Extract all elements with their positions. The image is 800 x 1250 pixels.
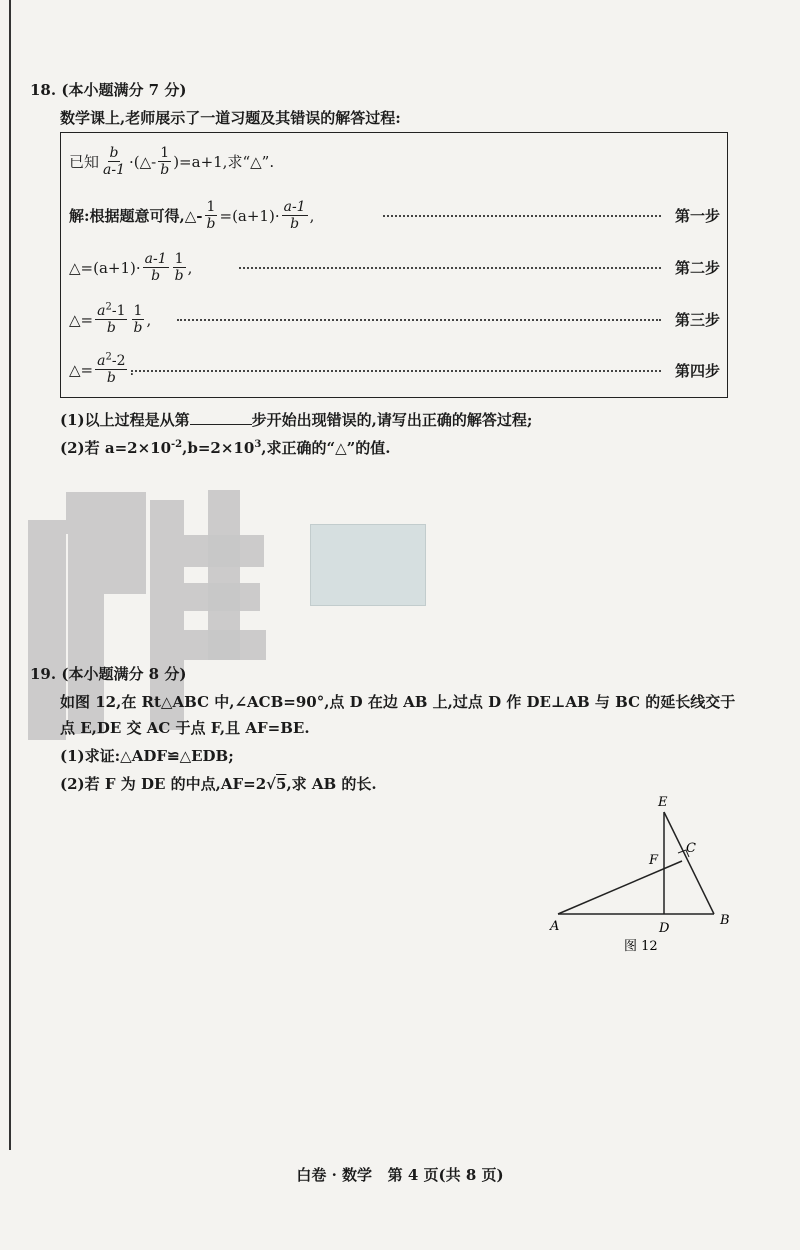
- label-A: A: [550, 919, 560, 934]
- step4-prefix: △=: [69, 360, 94, 379]
- step4-label: 第四步: [675, 362, 721, 380]
- given-tail: )=a+1,求“△”.: [173, 153, 275, 171]
- label-B: B: [720, 913, 730, 928]
- step4-leader-dots: [131, 370, 661, 372]
- step1-leader-dots: [383, 215, 661, 217]
- q18-header: [30, 80, 186, 100]
- given-fraction-2: $\frac{1}{b}$: [160, 145, 170, 178]
- step1-prefix: 解:根据题意可得,△-: [69, 207, 203, 225]
- step2-fraction-1: $\frac{a-1}{b}$: [144, 251, 167, 284]
- q18-step4-line: [69, 353, 134, 386]
- step2-tail: ,: [187, 258, 193, 277]
- label-D: D: [659, 921, 670, 936]
- q18-points: (本小题满分 7 分): [61, 81, 187, 99]
- q19-line1: 如图 12,在 Rt△ABC 中,∠ACB=90°,点 D 在边 AB 上,过点 D 作 DE⊥AB 与 BC 的延长线交于: [60, 693, 736, 711]
- step2-fraction-2: $\frac{1}{b}$: [174, 251, 184, 284]
- q18-intro: 数学课上,老师展示了一道习题及其错误的解答过程:: [60, 109, 401, 127]
- step4-tail: .: [129, 360, 135, 379]
- q18-given-line: [69, 145, 274, 178]
- step4-fraction-1: $\frac{a^2-2}{b}$: [97, 351, 126, 386]
- page-margin-line: [9, 0, 11, 1150]
- q19-part2: (2)若 F 为 DE 的中点,AF=2√5,求 AB 的长.: [60, 775, 377, 793]
- q18-part1: (1)以上过程是从第 步开始出现错误的,请写出正确的解答过程;: [60, 411, 533, 429]
- label-C: C: [686, 841, 696, 856]
- q19-number: 19.: [30, 665, 57, 683]
- given-mid: ·(△-: [129, 152, 157, 171]
- q19-header: [30, 664, 186, 684]
- step3-prefix: △=: [69, 310, 94, 329]
- step1-mid: =(a+1)·: [219, 206, 280, 225]
- label-F: F: [649, 853, 659, 868]
- label-E: E: [658, 795, 668, 810]
- step1-tail: ,: [309, 206, 315, 225]
- given-prefix: 已知: [69, 153, 100, 171]
- q18-solution-box: [60, 132, 728, 398]
- q18-step2-line: [69, 251, 192, 284]
- figure-12: [540, 790, 740, 960]
- step3-tail: ,: [146, 310, 152, 329]
- step2-label: 第二步: [675, 259, 721, 277]
- q19-part1: (1)求证:△ADF≌△EDB;: [60, 747, 234, 765]
- q18-step3-line: [69, 303, 151, 336]
- q18-step1-line: [69, 199, 314, 232]
- q19-points: (本小题满分 8 分): [61, 665, 187, 683]
- step2-prefix: △=(a+1)·: [69, 258, 141, 277]
- page-footer: 白卷 · 数学 第 4 页(共 8 页): [296, 1166, 504, 1184]
- step1-label: 第一步: [675, 207, 721, 225]
- step3-fraction-2: $\frac{1}{b}$: [133, 303, 143, 336]
- q19-line2: 点 E,DE 交 AC 于点 F,且 AF=BE.: [60, 719, 310, 737]
- q18-number: 18.: [30, 81, 57, 99]
- step1-fraction-1: $\frac{1}{b}$: [206, 199, 216, 232]
- step3-label: 第三步: [675, 311, 721, 329]
- step3-leader-dots: [177, 319, 661, 321]
- segment-EB: [664, 812, 714, 914]
- step3-fraction-1: $\frac{a^2-1}{b}$: [97, 301, 126, 336]
- q18-part2: (2)若 $a=2\times 10^{-2},b=2\times 10^3$,求正确的“△”的值.: [60, 439, 391, 457]
- given-fraction-1: $\frac{b}{a-1}$: [103, 145, 125, 178]
- step2-leader-dots: [239, 267, 661, 269]
- sticky-note: [310, 524, 426, 606]
- figure-caption: 图 12: [624, 939, 658, 954]
- step1-fraction-2: $\frac{a-1}{b}$: [283, 199, 306, 232]
- answer-blank[interactable]: [190, 410, 252, 425]
